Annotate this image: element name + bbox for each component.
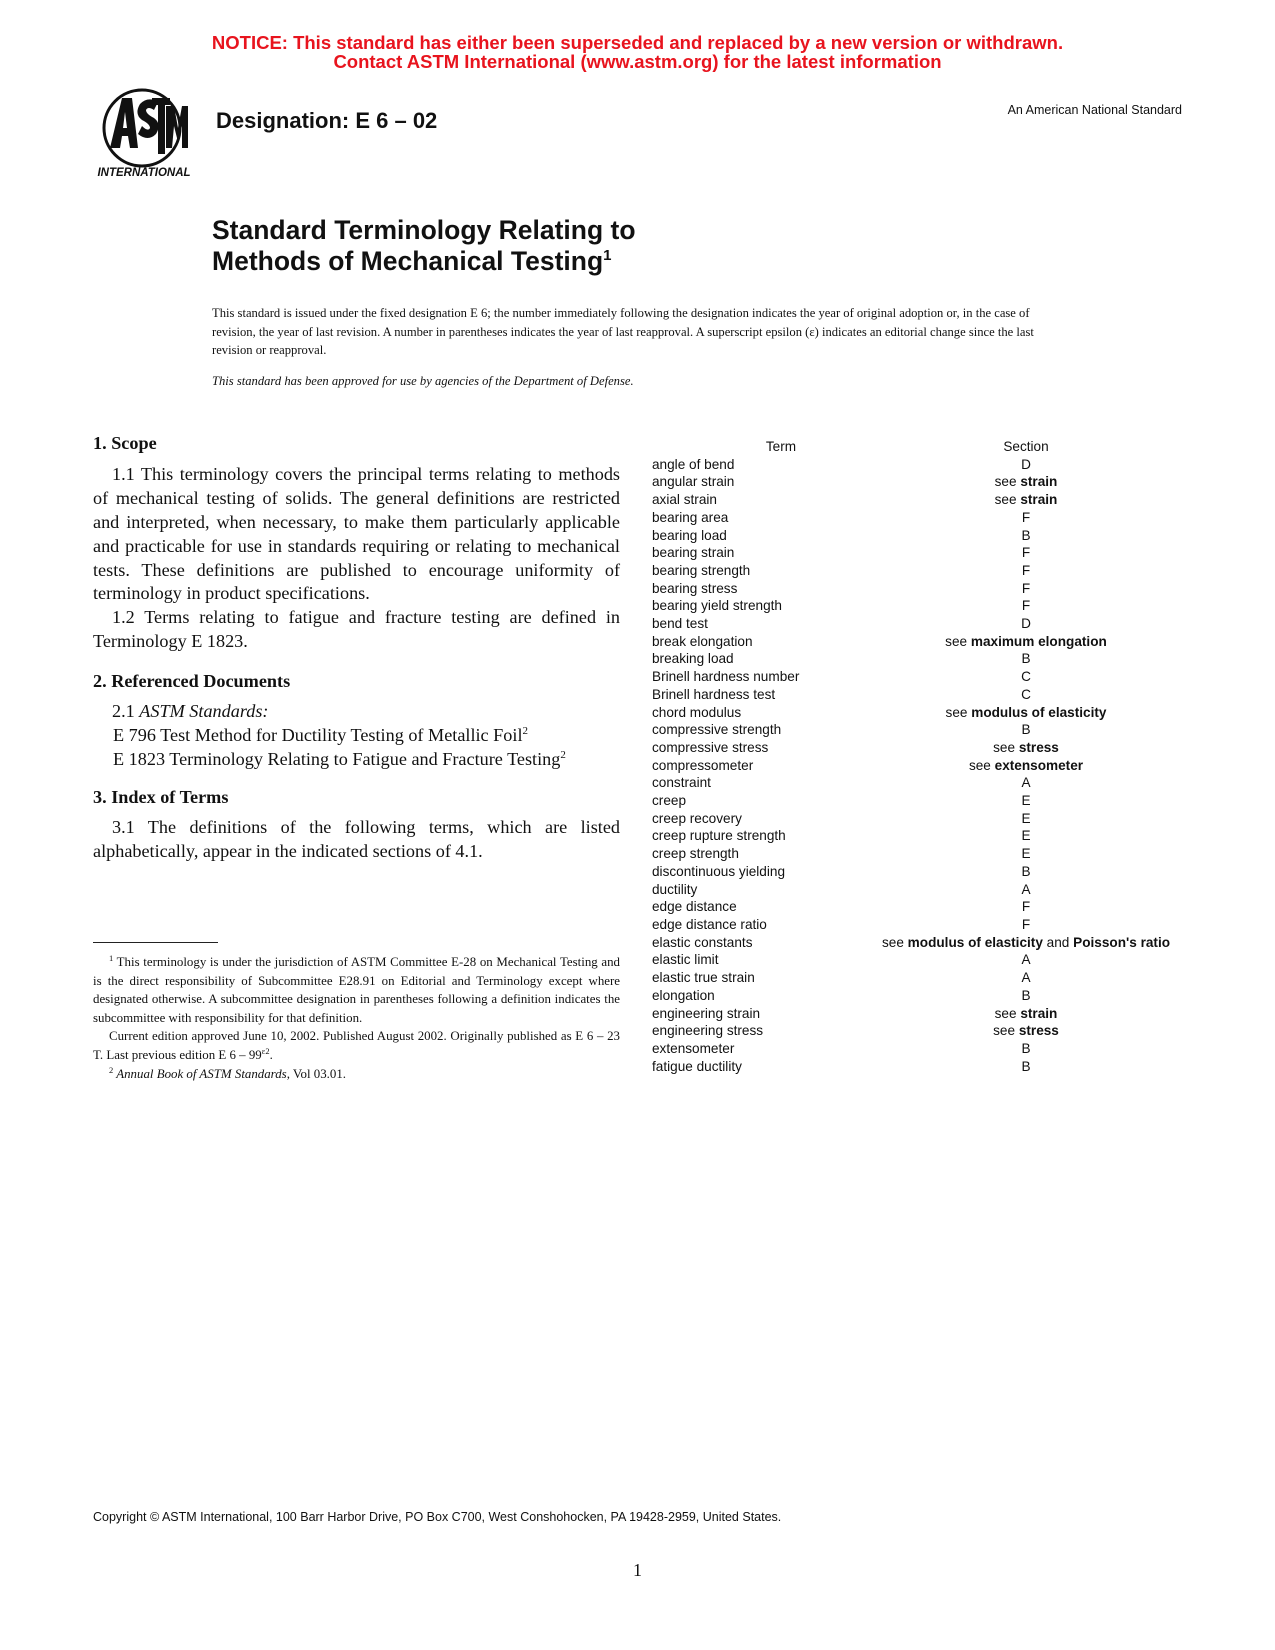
para-3-1: 3.1 The definitions of the following terms, which are listed alphabetically, appear in the indicated sections of 4.1. xyxy=(93,816,620,861)
table-row xyxy=(652,1022,1182,1040)
index-of-terms-table xyxy=(652,438,1182,1075)
table-row xyxy=(652,827,1182,845)
table-row xyxy=(652,544,1182,562)
term-cell: elastic constants xyxy=(652,934,753,950)
term-cell: angle of bend xyxy=(652,456,735,472)
reference-e796: E 796 Test Method for Ductility Testing of Metallic Foil$^2$ xyxy=(113,724,528,745)
table-row xyxy=(652,615,1182,633)
term-cell: constraint xyxy=(652,775,711,791)
page-number: 1 xyxy=(633,1560,642,1580)
table-row xyxy=(652,916,1182,934)
term-cell: bearing area xyxy=(652,509,729,525)
table-row xyxy=(652,597,1182,615)
table-row xyxy=(652,969,1182,987)
index-of-terms-heading: 3. Index of Terms xyxy=(93,786,229,807)
section-cell: F xyxy=(1021,545,1031,561)
table-row xyxy=(652,721,1182,739)
section-cell: A xyxy=(1021,970,1031,986)
footnote-1: $^1$ This terminology is under the jurisdiction of ASTM Committee E-28 on Mechanical Testing and is the direct responsibility of Subcommittee E28.91 on Editorial and Terminology except where designated otherwise. A subcommittee designation in parentheses following a definition indicates the subcommittee with responsibility for that definition. xyxy=(93,953,620,1025)
term-cell: compressometer xyxy=(652,757,754,773)
section-cell: see strain xyxy=(994,1005,1058,1021)
term-cell: edge distance xyxy=(652,899,737,915)
preamble: This standard is issued under the fixed designation E 6; the number immediately following the designation indicates the year of original adoption or, in the case of revision, the year of last revision. A number in parentheses indicates the year of last reapproval. A superscript epsilon (ε) indicates an editorial change since the last revision or reapproval. xyxy=(212,306,1034,358)
section-cell: see extensometer xyxy=(968,757,1084,773)
term-cell: creep rupture strength xyxy=(652,828,786,844)
term-cell: ductility xyxy=(652,881,698,897)
term-cell: elongation xyxy=(652,987,715,1003)
term-cell: bearing strength xyxy=(652,562,751,578)
logo-text: INTERNATIONAL xyxy=(97,167,191,179)
table-row xyxy=(652,1040,1182,1058)
footnotes xyxy=(93,953,620,1083)
table-row xyxy=(652,491,1182,509)
astm-logo xyxy=(92,86,198,182)
term-cell: break elongation xyxy=(652,633,753,649)
table-row xyxy=(652,456,1182,474)
term-cell: angular strain xyxy=(652,474,735,490)
section-cell: E xyxy=(1021,846,1031,862)
term-cell: bearing stress xyxy=(652,580,738,596)
section-cell: B xyxy=(1021,1040,1031,1056)
table-row xyxy=(652,1058,1182,1076)
table-row xyxy=(652,898,1182,916)
section-cell: D xyxy=(1021,616,1031,632)
section-cell: see modulus of elasticity and Poisson's ratio xyxy=(881,934,1171,950)
term-cell: elastic true strain xyxy=(652,970,755,986)
term-cell: compressive stress xyxy=(652,739,769,755)
table-row xyxy=(652,562,1182,580)
dod-approval: This standard has been approved for use by agencies of the Department of Defense. xyxy=(212,374,634,388)
para-2-1: 2.1 ASTM Standards: xyxy=(112,701,269,722)
footnote-rule xyxy=(93,942,218,943)
section-cell: B xyxy=(1021,1058,1031,1074)
section-cell: A xyxy=(1021,881,1031,897)
table-row xyxy=(652,757,1182,775)
section-cell: C xyxy=(1021,669,1031,685)
term-cell: compressive strength xyxy=(652,722,782,738)
referenced-documents-heading: 2. Referenced Documents xyxy=(93,671,291,692)
section-cell: A xyxy=(1021,952,1031,968)
table-body xyxy=(652,456,1182,1076)
term-cell: breaking load xyxy=(652,651,734,667)
section-cell: F xyxy=(1021,562,1031,578)
table-row xyxy=(652,633,1182,651)
table-row xyxy=(652,686,1182,704)
term-cell: engineering strain xyxy=(652,1005,761,1021)
term-cell: bend test xyxy=(652,616,708,632)
term-cell: bearing strain xyxy=(652,545,735,561)
term-cell: extensometer xyxy=(652,1040,735,1056)
term-cell: creep strength xyxy=(652,846,739,862)
section-cell: see stress xyxy=(993,1023,1059,1039)
section-cell: E xyxy=(1021,793,1031,809)
table-row xyxy=(652,527,1182,545)
para-1-1: 1.1 This terminology covers the principal terms relating to methods of mechanical testing of solids. The general definitions are restricted and interpreted, when necessary, to make them particularly applicable and practicable for use in standards requiring or relating to mechanical tests. These definitions are published to encourage uniformity of terminology in product specifications. xyxy=(93,463,620,604)
section-cell: see strain xyxy=(994,492,1058,508)
term-cell: Brinell hardness number xyxy=(652,669,800,685)
header-term: Term xyxy=(765,439,797,454)
designation: Designation: E 6 – 02 xyxy=(216,108,438,133)
section-cell: F xyxy=(1021,509,1031,525)
section-cell: E xyxy=(1021,828,1031,844)
term-cell: edge distance ratio xyxy=(652,916,767,932)
term-cell: chord modulus xyxy=(652,704,742,720)
section-cell: B xyxy=(1021,987,1031,1003)
table-row xyxy=(652,1005,1182,1023)
term-cell: bearing yield strength xyxy=(652,598,782,614)
table-row xyxy=(652,845,1182,863)
table-row xyxy=(652,704,1182,722)
footnote-2: $^2$ Annual Book of ASTM Standards, Vol 03.01. xyxy=(109,1064,347,1081)
term-cell: engineering stress xyxy=(652,1023,764,1039)
term-cell: creep recovery xyxy=(652,810,742,826)
section-cell: see modulus of elasticity xyxy=(945,704,1107,720)
table-row xyxy=(652,509,1182,527)
section-cell: B xyxy=(1021,527,1031,543)
table-row xyxy=(652,810,1182,828)
title-line-2: Methods of Mechanical Testing$^1$ xyxy=(212,246,612,276)
term-cell: elastic limit xyxy=(652,952,719,968)
table-row xyxy=(652,650,1182,668)
table-row xyxy=(652,739,1182,757)
term-cell: Brinell hardness test xyxy=(652,686,776,702)
notice-line-2: Contact ASTM International (www.astm.org) for the latest information xyxy=(333,51,942,72)
reference-e1823: E 1823 Terminology Relating to Fatigue and Fracture Testing$^2$ xyxy=(113,748,566,769)
term-cell: creep xyxy=(652,793,687,809)
table-row xyxy=(652,863,1182,881)
section-cell: D xyxy=(1021,456,1031,472)
title-footnote-mark: 1 xyxy=(603,247,612,264)
section-cell: see strain xyxy=(994,474,1058,490)
section-cell: B xyxy=(1021,651,1031,667)
american-national-standard: An American National Standard xyxy=(1007,103,1182,117)
term-cell: discontinuous yielding xyxy=(652,863,786,879)
table-row xyxy=(652,580,1182,598)
section-cell: F xyxy=(1021,899,1031,915)
document-title xyxy=(212,215,636,277)
copyright: Copyright © ASTM International, 100 Barr Harbor Drive, PO Box C700, West Conshohocken, PA 19428-2959, United States. xyxy=(93,1510,782,1524)
section-cell: B xyxy=(1021,722,1031,738)
section-cell: E xyxy=(1021,810,1031,826)
astm-logo-icon xyxy=(92,86,198,182)
table-row xyxy=(652,881,1182,899)
section-cell: A xyxy=(1021,775,1031,791)
section-cell: B xyxy=(1021,863,1031,879)
main-text-column xyxy=(93,432,620,864)
section-cell: C xyxy=(1021,686,1031,702)
withdrawn-notice xyxy=(0,33,1275,71)
table-row xyxy=(652,774,1182,792)
table-row xyxy=(652,473,1182,491)
header-section: Section xyxy=(1003,439,1049,454)
footnote-1-edition: Current edition approved June 10, 2002. Published August 2002. Originally published as E 6 – 23 T. Last previous edition E $6 - 99^{\varepsilon 2}$. xyxy=(93,1029,620,1062)
section-cell: see stress xyxy=(993,739,1059,755)
scope-heading: 1. Scope xyxy=(93,433,157,453)
term-cell: bearing load xyxy=(652,527,727,543)
table-row xyxy=(652,987,1182,1005)
table-row xyxy=(652,934,1182,952)
term-cell: axial strain xyxy=(652,492,717,508)
table-row xyxy=(652,792,1182,810)
table-header xyxy=(652,438,1182,456)
table-row xyxy=(652,951,1182,969)
title-line-1: Standard Terminology Relating to xyxy=(212,215,636,245)
section-cell: see maximum elongation xyxy=(945,633,1107,649)
section-cell: F xyxy=(1021,580,1031,596)
para-1-2: 1.2 Terms relating to fatigue and fracture testing are defined in Terminology E 1823. xyxy=(93,607,620,652)
section-cell: F xyxy=(1021,916,1031,932)
section-cell: F xyxy=(1021,598,1031,614)
notice-line-1: NOTICE: This standard has either been superseded and replaced by a new version or withdrawn. xyxy=(211,32,1064,53)
table-row xyxy=(652,668,1182,686)
term-cell: fatigue ductility xyxy=(652,1058,742,1074)
